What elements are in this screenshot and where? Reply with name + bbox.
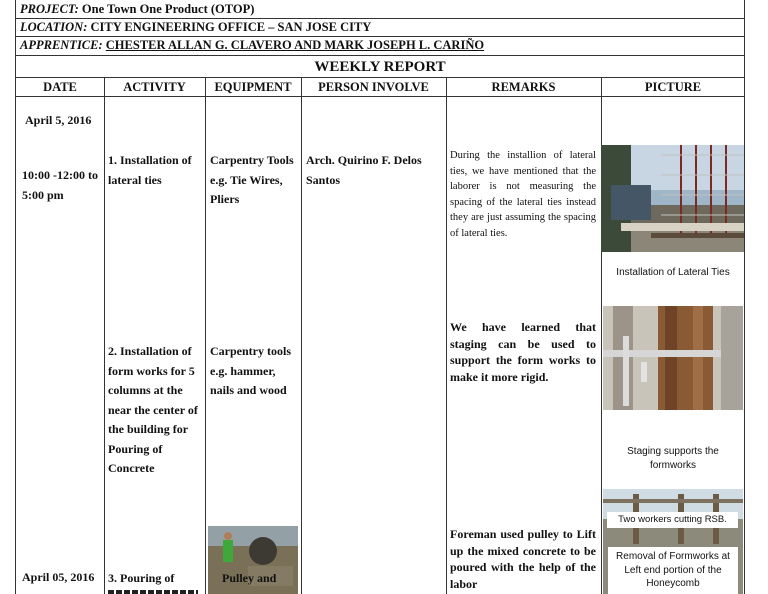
project-line <box>16 0 744 18</box>
row1-activity: 1. Installation of lateral ties <box>108 153 192 187</box>
location-line <box>16 18 744 36</box>
row1-remarks: During the installion of lateral ties, we have mentioned that the laborer is not measuring the spacing of the lateral ties instead they are just assuming the spacing of lateral ties. <box>450 150 596 239</box>
row3-equipment-overlay: Pulley and <box>222 571 277 585</box>
column-header-activity: ACTIVITY <box>123 80 186 94</box>
row2-remarks: We have learned that staging can be used to support the form works to make it more rigid. <box>450 320 596 385</box>
row1-equipment: Carpentry Tools e.g. Tie Wires, Pliers <box>210 153 294 206</box>
row3-photo-caption-top: Two workers cutting RSB. <box>607 512 738 528</box>
project-label: PROJECT: <box>20 2 79 16</box>
location-value: CITY ENGINEERING OFFICE – SAN JOSE CITY <box>90 20 372 34</box>
row1-caption: Installation of Lateral Ties <box>616 267 730 278</box>
row1-time: 10:00 -12:00 to 5:00 pm <box>22 168 98 202</box>
project-value: One Town One Product (OTOP) <box>81 2 255 16</box>
row3-activity-continued <box>108 589 203 594</box>
row3-remarks: Foreman used pulley to Lift up the mixed concrete to be poured with the help of the labor <box>450 527 596 592</box>
weekly-report-document <box>15 0 745 594</box>
column-header-remarks: REMARKS <box>491 80 556 94</box>
row3-date: April 05, 2016 <box>22 570 95 584</box>
row2-activity: 2. Installation of form works for 5 columns at the near the center of the building for Pouring of Concrete <box>108 344 198 475</box>
report-title: WEEKLY REPORT <box>314 59 446 75</box>
column-header-date: DATE <box>43 80 77 94</box>
staging-photo <box>603 306 743 410</box>
location-label: LOCATION: <box>20 20 88 34</box>
row2-equipment: Carpentry tools e.g. hammer, nails and wood <box>210 344 291 397</box>
apprentice-value: CHESTER ALLAN G. CLAVERO AND MARK JOSEPH L. CARIÑO <box>105 38 485 52</box>
row3-caption: Removal of Formworks at Left end portion of the Honeycomb <box>608 547 738 594</box>
apprentice-line <box>16 36 744 54</box>
row1-person: Arch. Quirino F. Delos Santos <box>306 153 422 187</box>
row1-date: April 5, 2016 <box>25 113 92 127</box>
column-header-equipment: EQUIPMENT <box>214 80 292 94</box>
row2-caption: Staging supports the formworks <box>627 446 719 471</box>
lateral-ties-photo <box>601 145 744 252</box>
apprentice-label: APPRENTICE: <box>20 38 103 52</box>
column-header-person: PERSON INVOLVE <box>318 80 429 94</box>
column-header-picture: PICTURE <box>644 80 702 94</box>
row3-activity: 3. Pouring of <box>108 571 175 585</box>
